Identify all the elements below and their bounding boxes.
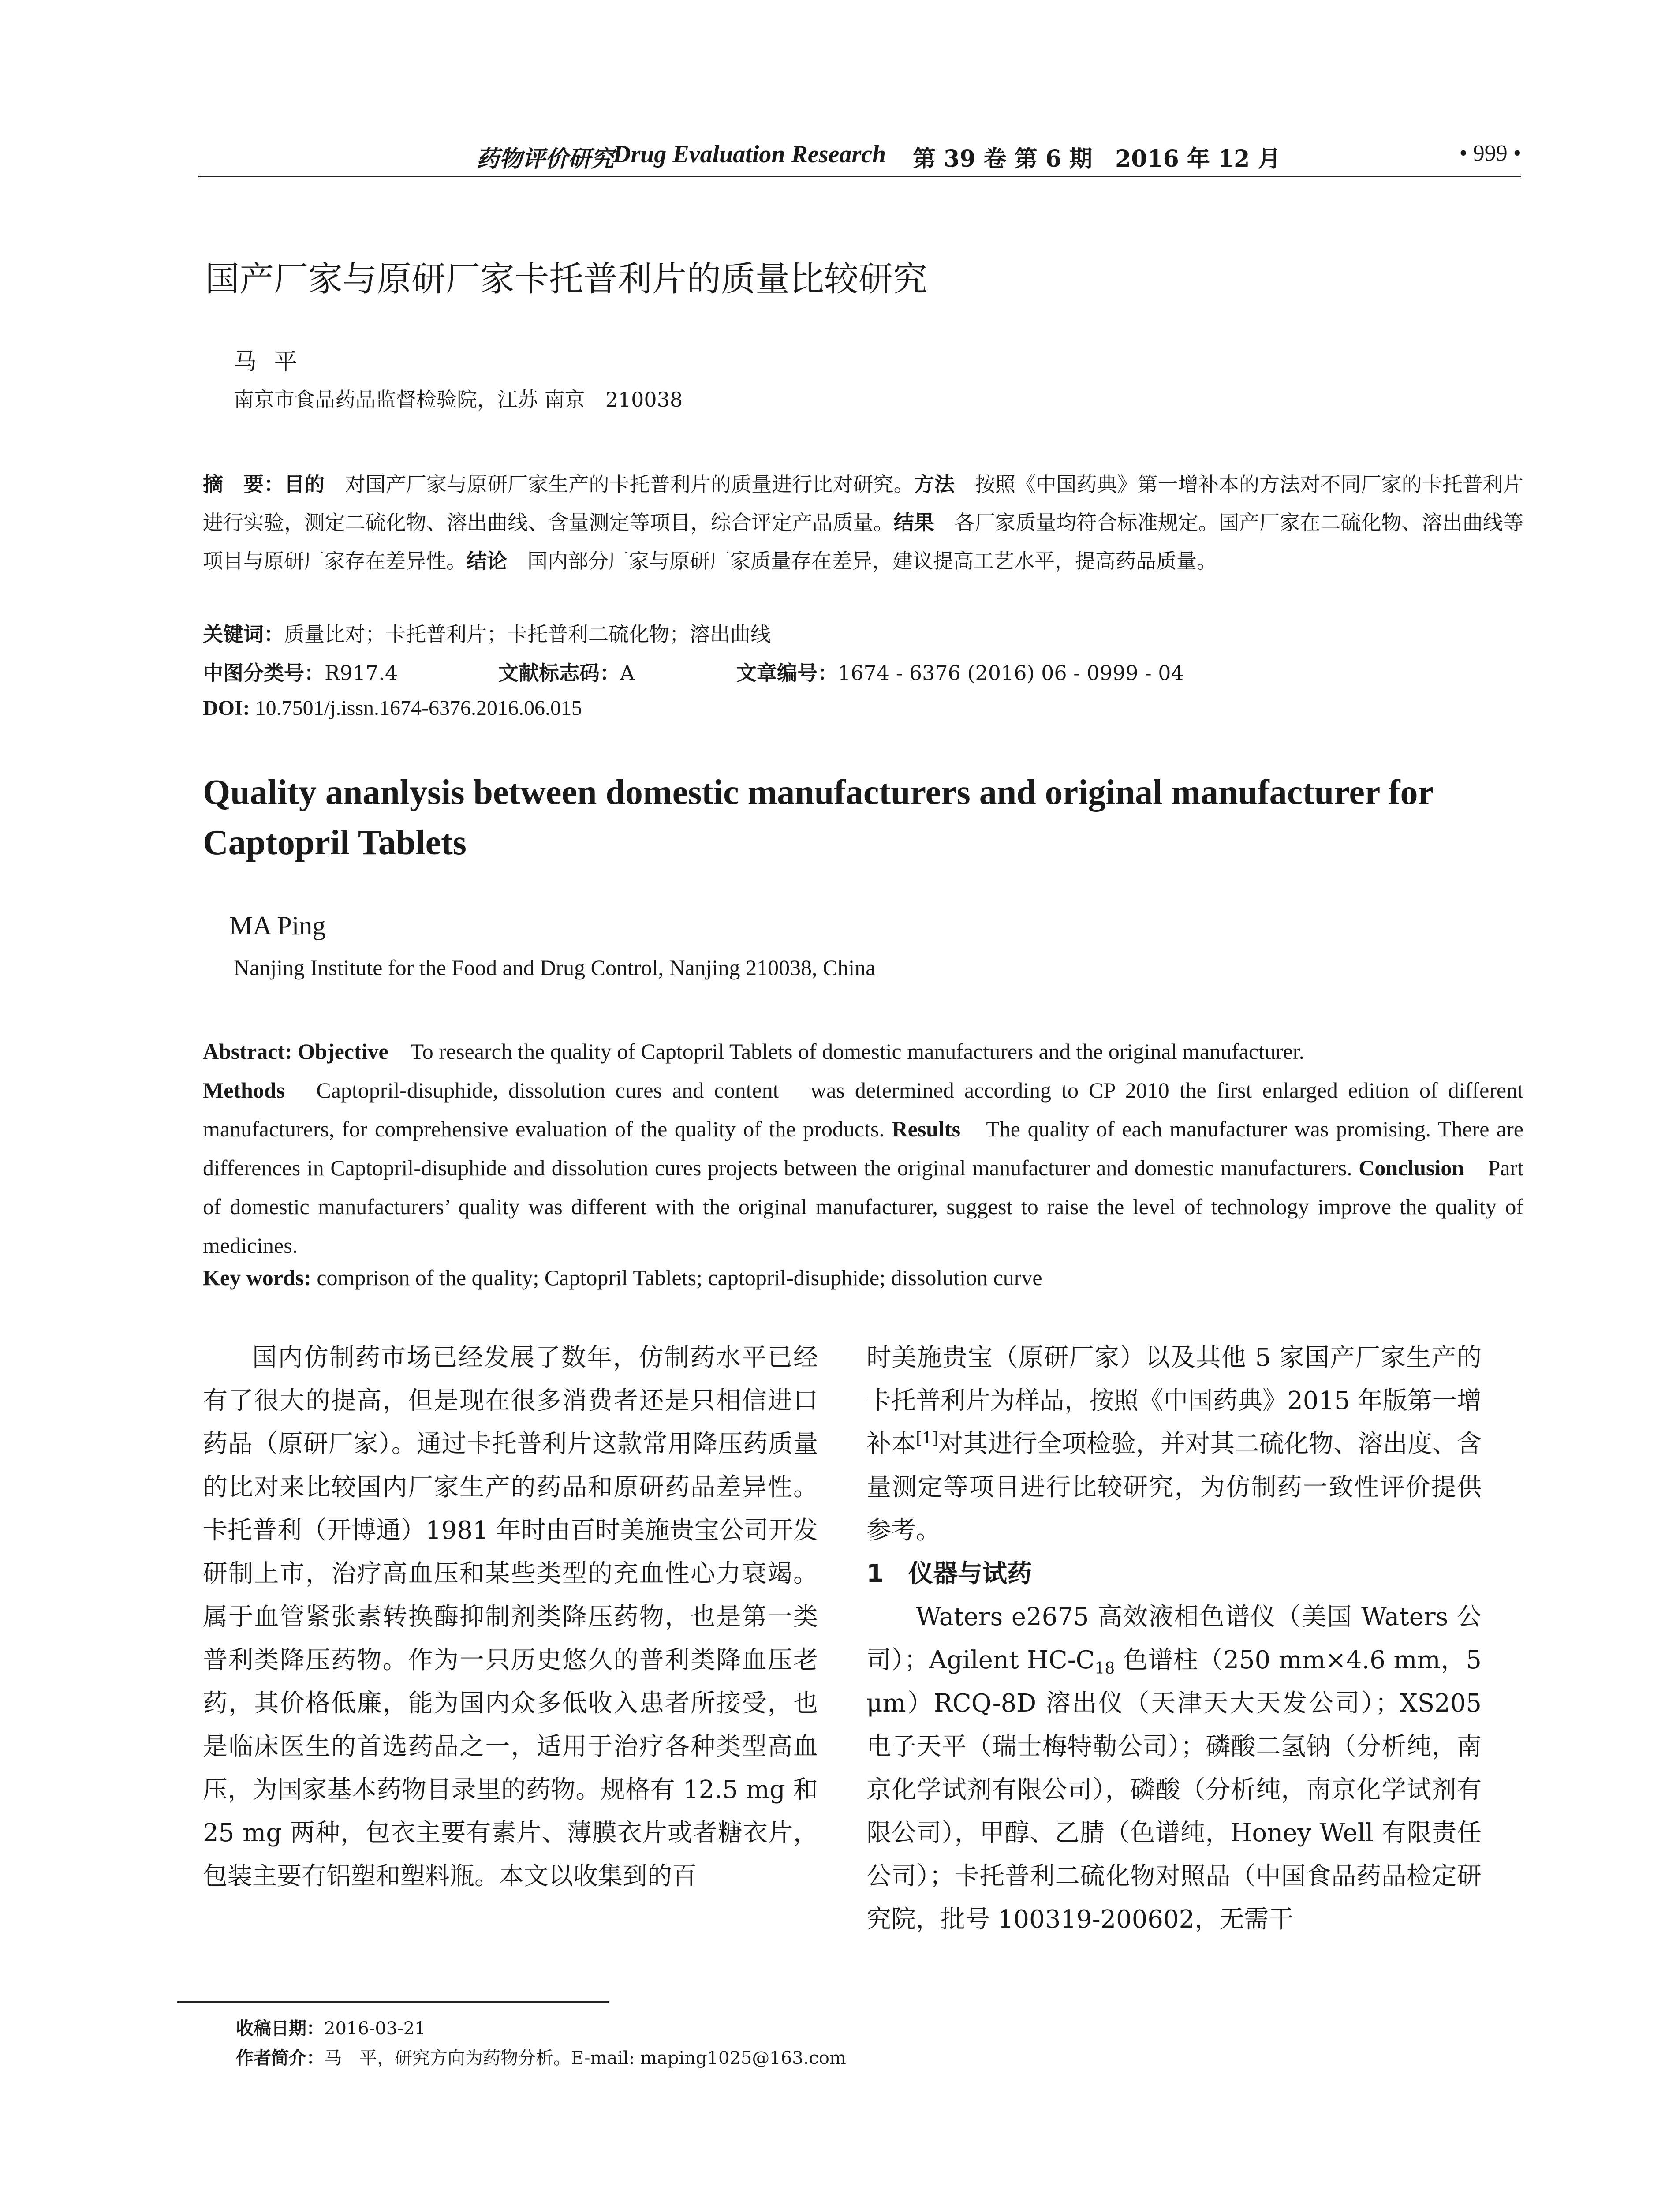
issue-info: 第 39 卷 第 6 期 2016 年 12 月	[913, 146, 1281, 172]
results-text-cn: 各厂家质量均符合标准规定。国产厂家在二硫化物、溶出曲线等项目与原研厂家存在差异性。	[203, 511, 1523, 573]
methods-text-cn: 按照《中国药典》第一增补本的方法对不同厂家的卡托普利片进行实验，测定二硫化物、溶出曲线、含量测定等项目，综合评定产品质量。	[203, 472, 1523, 534]
results-label-cn: 结果	[893, 511, 934, 534]
results-label-en: Results	[892, 1117, 961, 1141]
bio-label: 作者简介：	[236, 2048, 324, 2068]
doi	[203, 696, 582, 720]
article-number-label: 文章编号：	[736, 661, 838, 685]
body-paragraph-continued	[866, 1336, 1482, 1552]
keywords-cn	[203, 618, 771, 647]
objective-label-cn: 目的	[284, 472, 325, 496]
doc-code-value: A	[620, 661, 635, 685]
running-header	[198, 140, 1521, 176]
methods-label-cn: 方法	[914, 472, 955, 496]
methods-label-en: Methods	[203, 1078, 285, 1102]
para-continued-text-a: 时美施贵宝（原研厂家）以及其他 5 家国产厂家生产的卡托普利片为样品，按照《中国药典》2015 年版第一增补本	[866, 1343, 1482, 1458]
abstract-cn	[203, 465, 1523, 580]
body-paragraph-intro: 国内仿制药市场已经发展了数年，仿制药水平已经有了很大的提高，但是现在很多消费者还是只相信进口药品（原研厂家）。通过卡托普利片这款常用降压药质量的比对来比较国内厂家生产的药品和原研药品差异性。卡托普利（开博通）1981 年时由百时美施贵宝公司开发研制上市，治疗高血压和某些类型的充血性心力衰竭。属于血管紧张素转换酶抑制剂类降压药物，也是第一类普利类降压药物。作为一只历史悠久的普利类降血压老药，其价格低廉，能为国内众多低收入患者所接受，也是临床医生的首选药品之一，适用于治疗各种类型高血压，为国家基本药物目录里的药物。规格有 12.5 mg 和 25 mg 两种，包衣主要有素片、薄膜衣片或者糖衣片，包装主要有铝塑和塑料瓶。本文以收集到的百	[203, 1343, 818, 1891]
objective-label-en: Objective	[292, 1039, 388, 1064]
citation-ref: [1]	[916, 1429, 938, 1448]
journal-name-en: Drug Evaluation Research	[613, 141, 886, 168]
author-en: MA Ping	[229, 911, 326, 940]
body-left-column	[203, 1336, 818, 1898]
objective-text-cn: 对国产厂家与原研厂家生产的卡托普利片的质量进行比对研究。	[325, 472, 914, 496]
keywords-text-en: comprison of the quality; Captopril Tablets; captopril-disuphide; dissolution curve	[311, 1265, 1042, 1290]
section-heading-1: 1 仪器与试药	[866, 1559, 1032, 1588]
clc-label: 中图分类号：	[203, 661, 325, 685]
keywords-label-cn: 关键词：	[203, 622, 284, 646]
affiliation-cn: 南京市食品药品监督检验院，江苏 南京 210038	[234, 388, 683, 411]
article-title-en: Quality ananlysis between domestic manufacturers and original manufacturer for Captopril Tablets	[203, 773, 1433, 862]
doi-label: DOI:	[203, 696, 250, 720]
keywords-en	[203, 1265, 1042, 1290]
article-title-cn: 国产厂家与原研厂家卡托普利片的质量比较研究	[205, 259, 928, 299]
footnote-divider	[177, 2001, 609, 2003]
results-text-en: The quality of each manufacturer was promising. There are differences in Captopril-disuphide and dissolution cures projects between the original manufacturer and domestic manufacturers.	[203, 1117, 1523, 1180]
header-divider	[198, 176, 1521, 177]
conclusion-text-en: Part of domestic manufacturers’ quality was different with the original manufacturer, suggest to raise the level of technology improve the quality of medicines.	[203, 1155, 1524, 1258]
affiliation-en: Nanjing Institute for the Food and Drug Control, Nanjing 210038, China	[234, 955, 876, 980]
journal-name-cn: 药物评价研究	[476, 146, 614, 172]
para-continued-text-b: 对其进行全项检验，并对其二硫化物、溶出度、含量测定等项目进行比较研究，为仿制药一致性评价提供参考。	[866, 1430, 1482, 1545]
received-date: 2016-03-21	[324, 2018, 426, 2039]
subscript-18: 18	[1094, 1659, 1115, 1678]
clc-number	[203, 657, 398, 686]
article-number-value: 1674 - 6376 (2016) 06 - 0999 - 04	[838, 661, 1184, 685]
document-code	[498, 657, 635, 686]
bio-text: 马 平，研究方向为药物分析。E-mail: maping1025@163.com	[324, 2048, 846, 2068]
author-cn: 马平	[234, 349, 315, 375]
classification-row	[203, 657, 1526, 684]
abstract-label-en: Abstract:	[203, 1039, 292, 1064]
objective-text-en: To research the quality of Captopril Tablets of domestic manufacturers and the original manufacturer.	[388, 1039, 1305, 1064]
instruments-text-b: 色谱柱（250 mm×4.6 mm，5 μm）RCQ-8D 溶出仪（天津天大天发公司）；XS205 电子天平（瑞士梅特勒公司）；磷酸二氢钠（分析纯，南京化学试剂有限公司），磷酸（分析纯，南京化学试剂有限公司），甲醇、乙腈（色谱纯，Honey Well 有限责任公司）；卡托普利二硫化物对照品（中国食品药品检定研究院，批号 100319-200602，无需干	[866, 1646, 1482, 1934]
doi-value: 10.7501/j.issn.1674-6376.2016.06.015	[250, 696, 582, 720]
footnote-received	[236, 2014, 426, 2040]
abstract-en	[203, 1032, 1523, 1265]
body-paragraph-instruments	[866, 1596, 1482, 1941]
clc-value: R917.4	[325, 661, 398, 685]
article-number	[736, 657, 1184, 686]
instruments-text-a: Waters e2675 高效液相色谱仪（美国 Waters 公司）；Agilent HC-C	[866, 1603, 1482, 1674]
keywords-text-cn: 质量比对；卡托普利片；卡托普利二硫化物；溶出曲线	[284, 622, 771, 646]
footnote-author-bio	[236, 2044, 846, 2069]
doc-code-label: 文献标志码：	[498, 661, 620, 685]
keywords-label-en: Key words:	[203, 1265, 311, 1290]
conclusion-label-cn: 结论	[467, 549, 507, 573]
conclusion-label-en: Conclusion	[1359, 1155, 1464, 1180]
abstract-label-cn: 摘 要：	[203, 472, 284, 496]
conclusion-text-cn: 国内部分厂家与原研厂家质量存在差异，建议提高工艺水平，提高药品质量。	[507, 549, 1217, 573]
page-number: • 999 •	[1459, 141, 1521, 166]
received-label: 收稿日期：	[236, 2018, 324, 2039]
methods-text-en: Captopril-disuphide, dissolution cures and content was determined according to CP 2010 the first enlarged edition of different manufacturers, for comprehensive evaluation of the quality of the products.	[203, 1078, 1523, 1141]
body-right-column	[866, 1336, 1482, 1941]
